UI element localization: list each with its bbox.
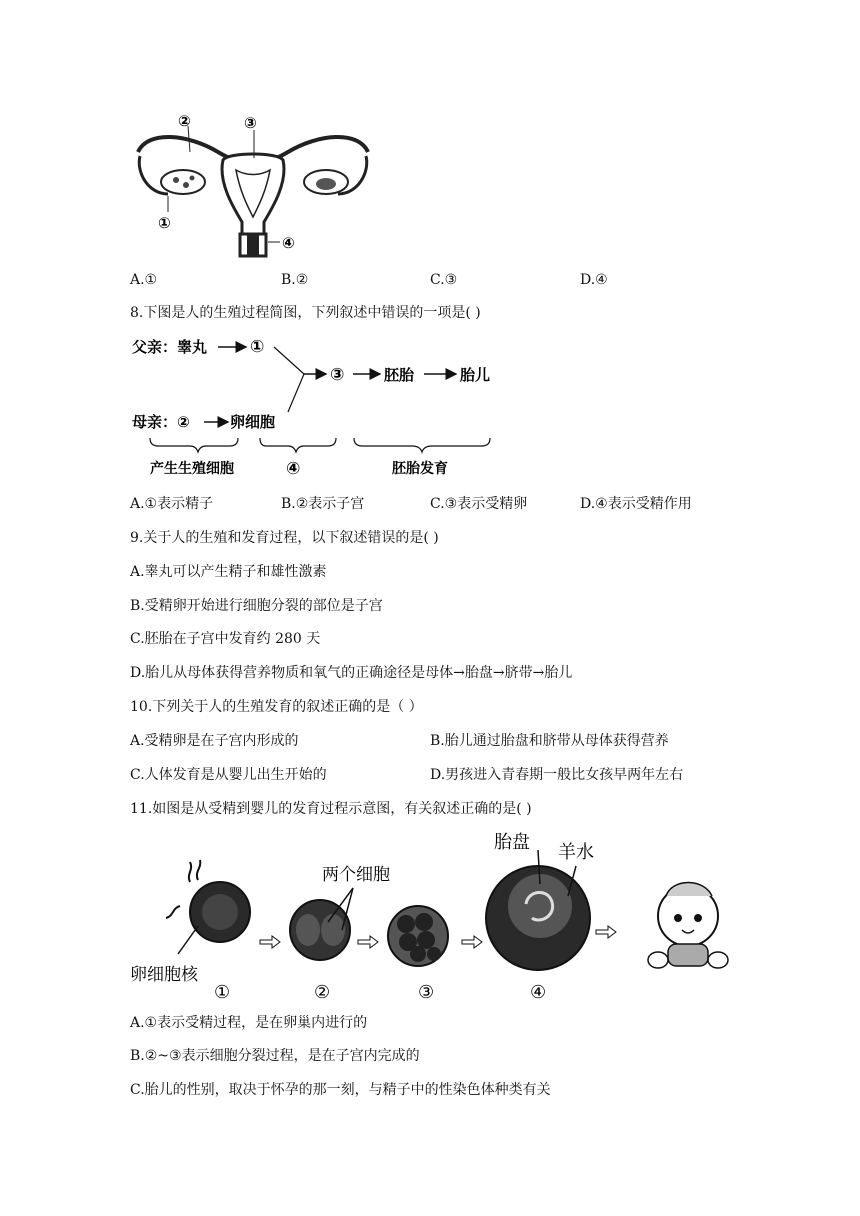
fertilization-to-infant-figure xyxy=(128,826,738,1006)
placenta-label: 胎盘 xyxy=(494,832,530,853)
stage-3-label: ③ xyxy=(418,982,435,1003)
q10-option-c[interactable]: C.人体发育是从婴儿出生开始的 xyxy=(130,767,327,783)
two-cells-label: 两个细胞 xyxy=(322,865,390,885)
q9-stem: 9.关于人的生殖和发育过程，以下叙述错误的是( ) xyxy=(130,530,439,546)
mother-label: 母亲：② xyxy=(132,413,190,431)
q9-option-a[interactable]: A.睾丸可以产生精子和雄性激素 xyxy=(130,564,327,580)
q7-label-1: ① xyxy=(158,214,171,232)
embryo-label: 胚胎 xyxy=(384,366,415,384)
q7-option-b[interactable]: B.② xyxy=(281,272,309,288)
q11-option-b[interactable]: B.②~③表示细胞分裂过程，是在子宫内完成的 xyxy=(130,1048,420,1064)
q11-option-a[interactable]: A.①表示受精过程，是在卵巢内进行的 xyxy=(130,1015,368,1031)
q10-option-a[interactable]: A.受精卵是在子宫内形成的 xyxy=(130,733,299,749)
reproduction-process-diagram xyxy=(128,330,508,480)
q9-option-d[interactable]: D.胎儿从母体获得营养物质和氧气的正确途径是母体→胎盘→脐带→胎儿 xyxy=(130,665,573,681)
q9-option-b[interactable]: B.受精卵开始进行细胞分裂的部位是子宫 xyxy=(130,598,383,614)
q8-option-d[interactable]: D.④表示受精作用 xyxy=(580,496,692,512)
baby-drawing xyxy=(648,883,728,969)
q11-option-c[interactable]: C.胎儿的性别，取决于怀孕的那一刻，与精子中的性染色体种类有关 xyxy=(130,1082,551,1098)
amniotic-label: 羊水 xyxy=(558,842,594,863)
female-reproductive-system-figure xyxy=(128,112,378,262)
egg-label: 卵细胞 xyxy=(230,413,276,431)
brace-label-2: ④ xyxy=(286,459,301,479)
q8-stem: 8.下图是人的生殖过程简图，下列叙述中错误的一项是( ) xyxy=(130,305,481,321)
q10-stem: 10.下列关于人的生殖发育的叙述正确的是（ ） xyxy=(130,699,423,715)
q7-label-4: ④ xyxy=(282,234,295,252)
q10-option-b[interactable]: B.胎儿通过胎盘和脐带从母体获得营养 xyxy=(430,733,669,749)
q7-option-a[interactable]: A.① xyxy=(130,272,158,288)
q7-label-2: ② xyxy=(178,112,191,130)
stage-1-label: ① xyxy=(214,982,231,1003)
label-c3: ③ xyxy=(330,365,345,385)
q11-stem: 11.如图是从受精到婴儿的发育过程示意图，有关叙述正确的是( ) xyxy=(130,801,532,817)
q10-option-d[interactable]: D.男孩进入青春期一般比女孩早两年左右 xyxy=(430,767,684,783)
fetus-label: 胎儿 xyxy=(460,366,491,384)
q8-option-c[interactable]: C.③表示受精卵 xyxy=(430,496,528,512)
label-c1: ① xyxy=(250,337,265,357)
stage-4-label: ④ xyxy=(530,982,547,1003)
brace-label-3: 胚胎发育 xyxy=(392,461,448,477)
q8-option-a[interactable]: A.①表示精子 xyxy=(130,496,214,512)
q7-option-d[interactable]: D.④ xyxy=(580,272,608,288)
father-label: 父亲：睾丸 xyxy=(132,338,208,356)
q7-label-3: ③ xyxy=(244,114,257,132)
brace-label-1: 产生生殖细胞 xyxy=(150,461,234,477)
q7-option-c[interactable]: C.③ xyxy=(430,272,458,288)
stage-2-label: ② xyxy=(314,982,331,1003)
q9-option-c[interactable]: C.胚胎在子宫中发育约 280 天 xyxy=(130,631,321,647)
q8-option-b[interactable]: B.②表示子宫 xyxy=(281,496,365,512)
nucleus-label: 卵细胞核 xyxy=(130,965,198,985)
